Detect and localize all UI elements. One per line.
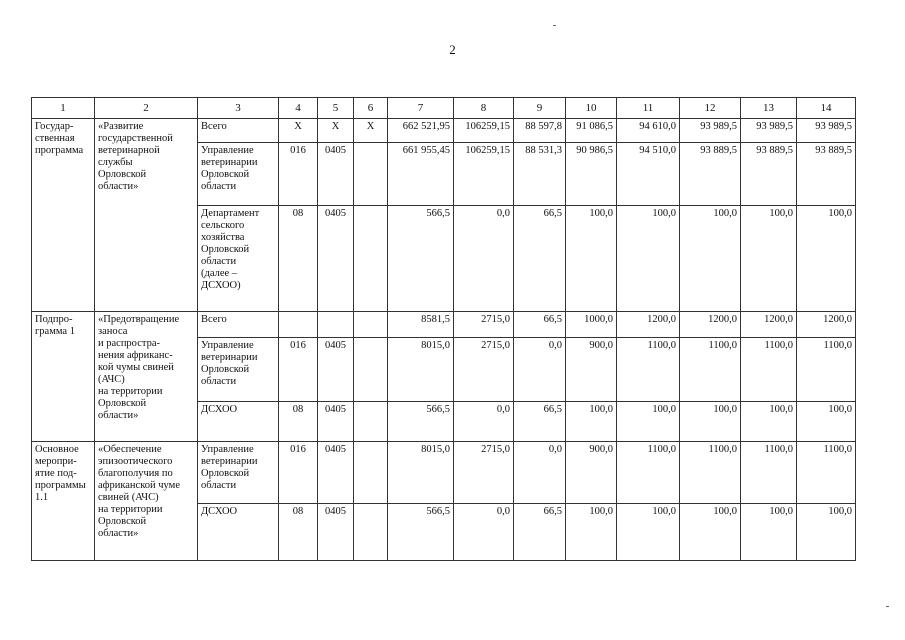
target-code-cell — [354, 504, 388, 561]
amount-cell: 1200,0 — [741, 312, 797, 338]
amount-cell: 0,0 — [454, 206, 514, 312]
section-code-cell: 0405 — [318, 206, 354, 312]
amount-cell: 2715,0 — [454, 338, 514, 402]
amount-cell: 94 510,0 — [617, 143, 680, 206]
amount-cell: 93 989,5 — [741, 119, 797, 143]
amount-cell: 8581,5 — [388, 312, 454, 338]
amount-cell: 100,0 — [680, 402, 741, 442]
page-number: 2 — [449, 42, 456, 57]
column-header: 3 — [198, 98, 279, 119]
program-funding-table — [31, 97, 856, 561]
target-code-cell — [354, 206, 388, 312]
amount-cell: 106259,15 — [454, 119, 514, 143]
table-header-row — [32, 98, 856, 119]
table-row — [32, 312, 856, 338]
column-header: 14 — [797, 98, 856, 119]
amount-cell: 90 986,5 — [566, 143, 617, 206]
amount-cell: 1100,0 — [617, 338, 680, 402]
amount-cell: 93 889,5 — [797, 143, 856, 206]
amount-cell: 88 597,8 — [514, 119, 566, 143]
executor-cell: Всего — [198, 119, 279, 143]
amount-cell: 91 086,5 — [566, 119, 617, 143]
amount-cell: 662 521,95 — [388, 119, 454, 143]
amount-cell: 93 889,5 — [741, 143, 797, 206]
amount-cell: 100,0 — [797, 206, 856, 312]
amount-cell: 900,0 — [566, 338, 617, 402]
amount-cell: 1100,0 — [797, 442, 856, 504]
column-header: 10 — [566, 98, 617, 119]
target-code-cell — [354, 402, 388, 442]
amount-cell: 1000,0 — [566, 312, 617, 338]
column-header: 1 — [32, 98, 95, 119]
grbs-code-cell: 016 — [279, 442, 318, 504]
amount-cell: 66,5 — [514, 206, 566, 312]
column-header: 7 — [388, 98, 454, 119]
grbs-code-cell: X — [279, 119, 318, 143]
column-header: 13 — [741, 98, 797, 119]
amount-cell: 100,0 — [566, 206, 617, 312]
table-row — [32, 442, 856, 504]
executor-cell: Департамент сельского хозяйства Орловской области (далее – ДСХОО) — [198, 206, 279, 312]
amount-cell: 66,5 — [514, 504, 566, 561]
amount-cell: 1100,0 — [741, 338, 797, 402]
program-name-cell: «Развитие государственной ветеринарной службы Орловской области» — [95, 119, 198, 312]
amount-cell: 1100,0 — [741, 442, 797, 504]
amount-cell: 566,5 — [388, 206, 454, 312]
amount-cell: 2715,0 — [454, 312, 514, 338]
section-code-cell: 0405 — [318, 338, 354, 402]
target-code-cell: X — [354, 119, 388, 143]
column-header: 9 — [514, 98, 566, 119]
grbs-code-cell: 08 — [279, 206, 318, 312]
grbs-code-cell: 016 — [279, 143, 318, 206]
grbs-code-cell: 08 — [279, 504, 318, 561]
section-code-cell: 0405 — [318, 504, 354, 561]
target-code-cell — [354, 442, 388, 504]
amount-cell: 1100,0 — [680, 442, 741, 504]
amount-cell: 100,0 — [617, 504, 680, 561]
amount-cell: 100,0 — [566, 504, 617, 561]
executor-cell: Управление ветеринарии Орловской области — [198, 143, 279, 206]
target-code-cell — [354, 312, 388, 338]
section-code-cell: X — [318, 119, 354, 143]
amount-cell: 8015,0 — [388, 338, 454, 402]
program-level-cell: Подпро- грамма 1 — [32, 312, 95, 442]
column-header: 6 — [354, 98, 388, 119]
amount-cell: 1200,0 — [797, 312, 856, 338]
amount-cell: 88 531,3 — [514, 143, 566, 206]
amount-cell: 661 955,45 — [388, 143, 454, 206]
amount-cell: 66,5 — [514, 312, 566, 338]
amount-cell: 93 989,5 — [680, 119, 741, 143]
amount-cell: 8015,0 — [388, 442, 454, 504]
amount-cell: 1200,0 — [680, 312, 741, 338]
executor-cell: ДСХОО — [198, 504, 279, 561]
amount-cell: 100,0 — [680, 206, 741, 312]
amount-cell: 566,5 — [388, 402, 454, 442]
column-header: 11 — [617, 98, 680, 119]
amount-cell: 100,0 — [741, 402, 797, 442]
amount-cell: 2715,0 — [454, 442, 514, 504]
column-header: 4 — [279, 98, 318, 119]
amount-cell: 100,0 — [617, 402, 680, 442]
amount-cell: 100,0 — [797, 402, 856, 442]
amount-cell: 566,5 — [388, 504, 454, 561]
column-header: 5 — [318, 98, 354, 119]
column-header: 8 — [454, 98, 514, 119]
amount-cell: 0,0 — [514, 442, 566, 504]
amount-cell: 93 989,5 — [797, 119, 856, 143]
amount-cell: 94 610,0 — [617, 119, 680, 143]
executor-cell: Всего — [198, 312, 279, 338]
program-name-cell: «Обеспечение эпизоотического благополучия по африканской чуме свиней (АЧС) на территории Орловской области» — [95, 442, 198, 561]
grbs-code-cell — [279, 312, 318, 338]
amount-cell: 100,0 — [797, 504, 856, 561]
amount-cell: 93 889,5 — [680, 143, 741, 206]
amount-cell: 106259,15 — [454, 143, 514, 206]
program-name-cell: «Предотвращение заноса и распростра- нения африканс- кой чумы свиней (АЧС) на территории Орловской области» — [95, 312, 198, 442]
target-code-cell — [354, 143, 388, 206]
program-level-cell: Основное меропри- ятие под- программы 1.1 — [32, 442, 95, 561]
executor-cell: Управление ветеринарии Орловской области — [198, 338, 279, 402]
scan-artifact — [553, 25, 556, 26]
amount-cell: 100,0 — [617, 206, 680, 312]
executor-cell: Управление ветеринарии Орловской области — [198, 442, 279, 504]
amount-cell: 100,0 — [680, 504, 741, 561]
amount-cell: 100,0 — [566, 402, 617, 442]
table-row — [32, 119, 856, 143]
amount-cell: 1100,0 — [797, 338, 856, 402]
amount-cell: 1100,0 — [680, 338, 741, 402]
amount-cell: 900,0 — [566, 442, 617, 504]
amount-cell: 100,0 — [741, 206, 797, 312]
scan-artifact — [886, 606, 889, 607]
amount-cell: 0,0 — [454, 402, 514, 442]
amount-cell: 0,0 — [454, 504, 514, 561]
section-code-cell — [318, 312, 354, 338]
executor-cell: ДСХОО — [198, 402, 279, 442]
grbs-code-cell: 016 — [279, 338, 318, 402]
amount-cell: 1100,0 — [617, 442, 680, 504]
amount-cell: 1200,0 — [617, 312, 680, 338]
section-code-cell: 0405 — [318, 402, 354, 442]
column-header: 2 — [95, 98, 198, 119]
column-header: 12 — [680, 98, 741, 119]
amount-cell: 0,0 — [514, 338, 566, 402]
target-code-cell — [354, 338, 388, 402]
amount-cell: 100,0 — [741, 504, 797, 561]
section-code-cell: 0405 — [318, 143, 354, 206]
program-level-cell: Государ- ственная программа — [32, 119, 95, 312]
amount-cell: 66,5 — [514, 402, 566, 442]
section-code-cell: 0405 — [318, 442, 354, 504]
grbs-code-cell: 08 — [279, 402, 318, 442]
